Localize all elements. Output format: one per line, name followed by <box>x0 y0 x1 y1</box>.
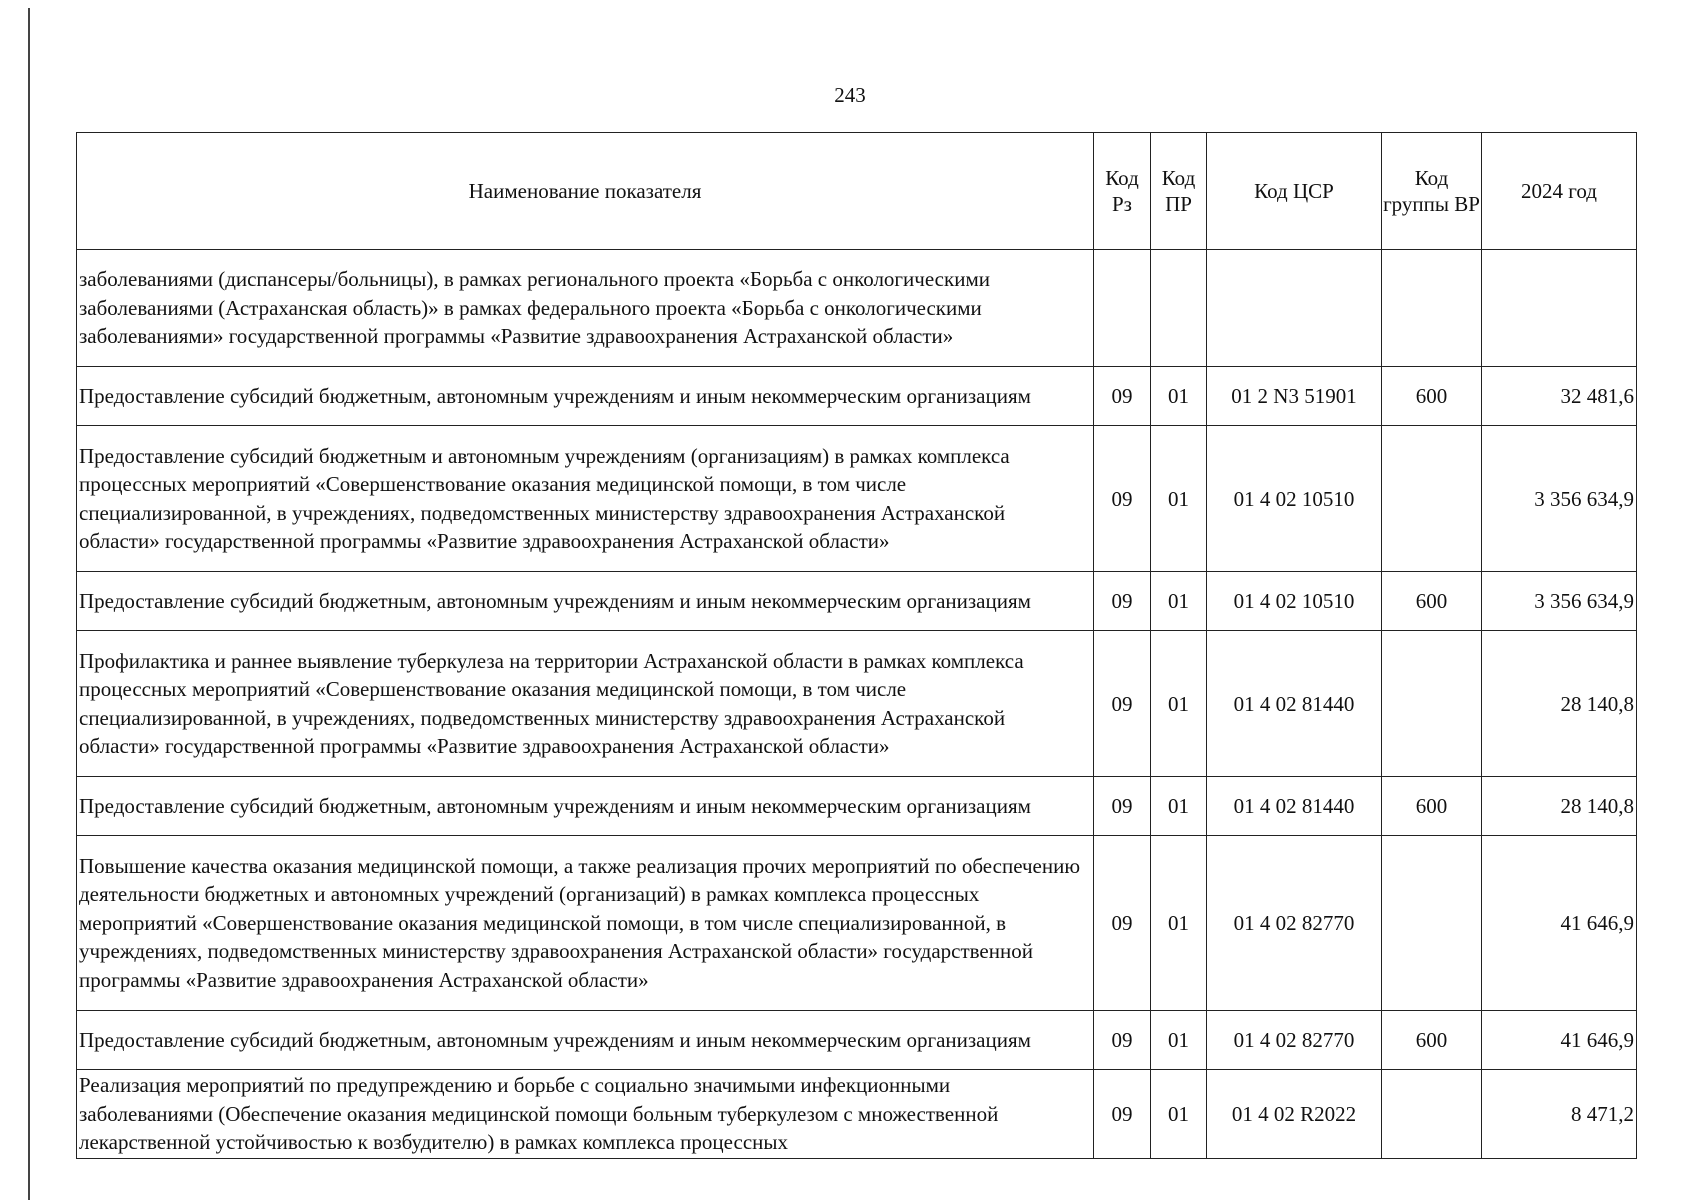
header-pr: Код ПР <box>1151 133 1207 250</box>
table-row <box>77 777 1637 836</box>
row-amount: 28 140,8 <box>1482 777 1637 836</box>
budget-table <box>76 132 1637 1159</box>
row-pr: 01 <box>1151 836 1207 1011</box>
row-amount: 41 646,9 <box>1482 836 1637 1011</box>
page-margin-line <box>28 8 30 1200</box>
row-pr: 01 <box>1151 426 1207 572</box>
header-name: Наименование показателя <box>77 133 1094 250</box>
row-pr: 01 <box>1151 777 1207 836</box>
table-row <box>77 426 1637 572</box>
row-amount: 41 646,9 <box>1482 1011 1637 1070</box>
row-name: Повышение качества оказания медицинской помощи, а также реализация прочих мероприятий по обеспечению деятельности бюджетных и автономных учреждений (организаций) в рамках комплекса процессных мероприятий «Совершенствование оказания медицинской помощи, в том числе специализированной, в учреждениях, подведомственных министерству здравоохранения Астраханской области» государственной программы «Развитие здравоохранения Астраханской области» <box>77 836 1094 1011</box>
header-year: 2024 год <box>1482 133 1637 250</box>
row-rz: 09 <box>1094 1011 1151 1070</box>
row-csr: 01 4 02 81440 <box>1207 777 1382 836</box>
row-csr <box>1207 250 1382 367</box>
row-vr <box>1382 836 1482 1011</box>
row-pr: 01 <box>1151 572 1207 631</box>
table-row <box>77 631 1637 777</box>
page-number: 243 <box>834 83 866 107</box>
row-amount: 32 481,6 <box>1482 367 1637 426</box>
table-row <box>77 572 1637 631</box>
row-rz <box>1094 250 1151 367</box>
row-amount: 8 471,2 <box>1482 1070 1637 1159</box>
row-name: Предоставление субсидий бюджетным, автономным учреждениям и иным некоммерческим организациям <box>77 572 1094 631</box>
header-vr: Код группы ВР <box>1382 133 1482 250</box>
row-csr: 01 4 02 82770 <box>1207 1011 1382 1070</box>
row-name: Предоставление субсидий бюджетным, автономным учреждениям и иным некоммерческим организациям <box>77 367 1094 426</box>
row-name: Предоставление субсидий бюджетным и автономным учреждениям (организациям) в рамках комплекса процессных мероприятий «Совершенствование оказания медицинской помощи, в том числе специализированной, в учреждениях, подведомственных министерству здравоохранения Астраханской области» государственной программы «Развитие здравоохранения Астраханской области» <box>77 426 1094 572</box>
row-pr: 01 <box>1151 1070 1207 1159</box>
row-vr: 600 <box>1382 572 1482 631</box>
row-pr: 01 <box>1151 631 1207 777</box>
row-rz: 09 <box>1094 572 1151 631</box>
row-vr <box>1382 631 1482 777</box>
row-pr: 01 <box>1151 1011 1207 1070</box>
row-vr <box>1382 1070 1482 1159</box>
header-rz: Код Рз <box>1094 133 1151 250</box>
header-csr: Код ЦСР <box>1207 133 1382 250</box>
row-name: Профилактика и раннее выявление туберкулеза на территории Астраханской области в рамках комплекса процессных мероприятий «Совершенствование оказания медицинской помощи, в том числе специализированной, в учреждениях, подведомственных министерству здравоохранения Астраханской области» государственной программы «Развитие здравоохранения Астраханской области» <box>77 631 1094 777</box>
table-header-row <box>77 133 1637 250</box>
row-name: Предоставление субсидий бюджетным, автономным учреждениям и иным некоммерческим организациям <box>77 1011 1094 1070</box>
row-name: заболеваниями (диспансеры/больницы), в рамках регионального проекта «Борьба с онкологическими заболеваниями (Астраханская область)» в рамках федерального проекта «Борьба с онкологическими заболеваниями» государственной программы «Развитие здравоохранения Астраханской области» <box>77 250 1094 367</box>
table-row <box>77 250 1637 367</box>
row-vr: 600 <box>1382 777 1482 836</box>
row-pr <box>1151 250 1207 367</box>
row-name: Реализация мероприятий по предупреждению и борьбе с социально значимыми инфекционными заболеваниями (Обеспечение оказания медицинской помощи больным туберкулезом с множественной лекарственной устойчивостью к возбудителю) в рамках комплекса процессных <box>77 1070 1094 1159</box>
row-vr <box>1382 426 1482 572</box>
table-row <box>77 367 1637 426</box>
row-vr: 600 <box>1382 367 1482 426</box>
row-amount: 3 356 634,9 <box>1482 572 1637 631</box>
row-rz: 09 <box>1094 631 1151 777</box>
table-row <box>77 1011 1637 1070</box>
row-name: Предоставление субсидий бюджетным, автономным учреждениям и иным некоммерческим организациям <box>77 777 1094 836</box>
row-csr: 01 2 N3 51901 <box>1207 367 1382 426</box>
row-vr <box>1382 250 1482 367</box>
row-vr: 600 <box>1382 1011 1482 1070</box>
row-rz: 09 <box>1094 836 1151 1011</box>
row-csr: 01 4 02 10510 <box>1207 572 1382 631</box>
row-pr: 01 <box>1151 367 1207 426</box>
row-csr: 01 4 02 82770 <box>1207 836 1382 1011</box>
table-row <box>77 836 1637 1011</box>
row-rz: 09 <box>1094 777 1151 836</box>
row-amount: 28 140,8 <box>1482 631 1637 777</box>
row-csr: 01 4 02 81440 <box>1207 631 1382 777</box>
row-rz: 09 <box>1094 1070 1151 1159</box>
row-csr: 01 4 02 R2022 <box>1207 1070 1382 1159</box>
row-csr: 01 4 02 10510 <box>1207 426 1382 572</box>
table-row <box>77 1070 1637 1159</box>
row-amount <box>1482 250 1637 367</box>
row-rz: 09 <box>1094 426 1151 572</box>
row-amount: 3 356 634,9 <box>1482 426 1637 572</box>
row-rz: 09 <box>1094 367 1151 426</box>
